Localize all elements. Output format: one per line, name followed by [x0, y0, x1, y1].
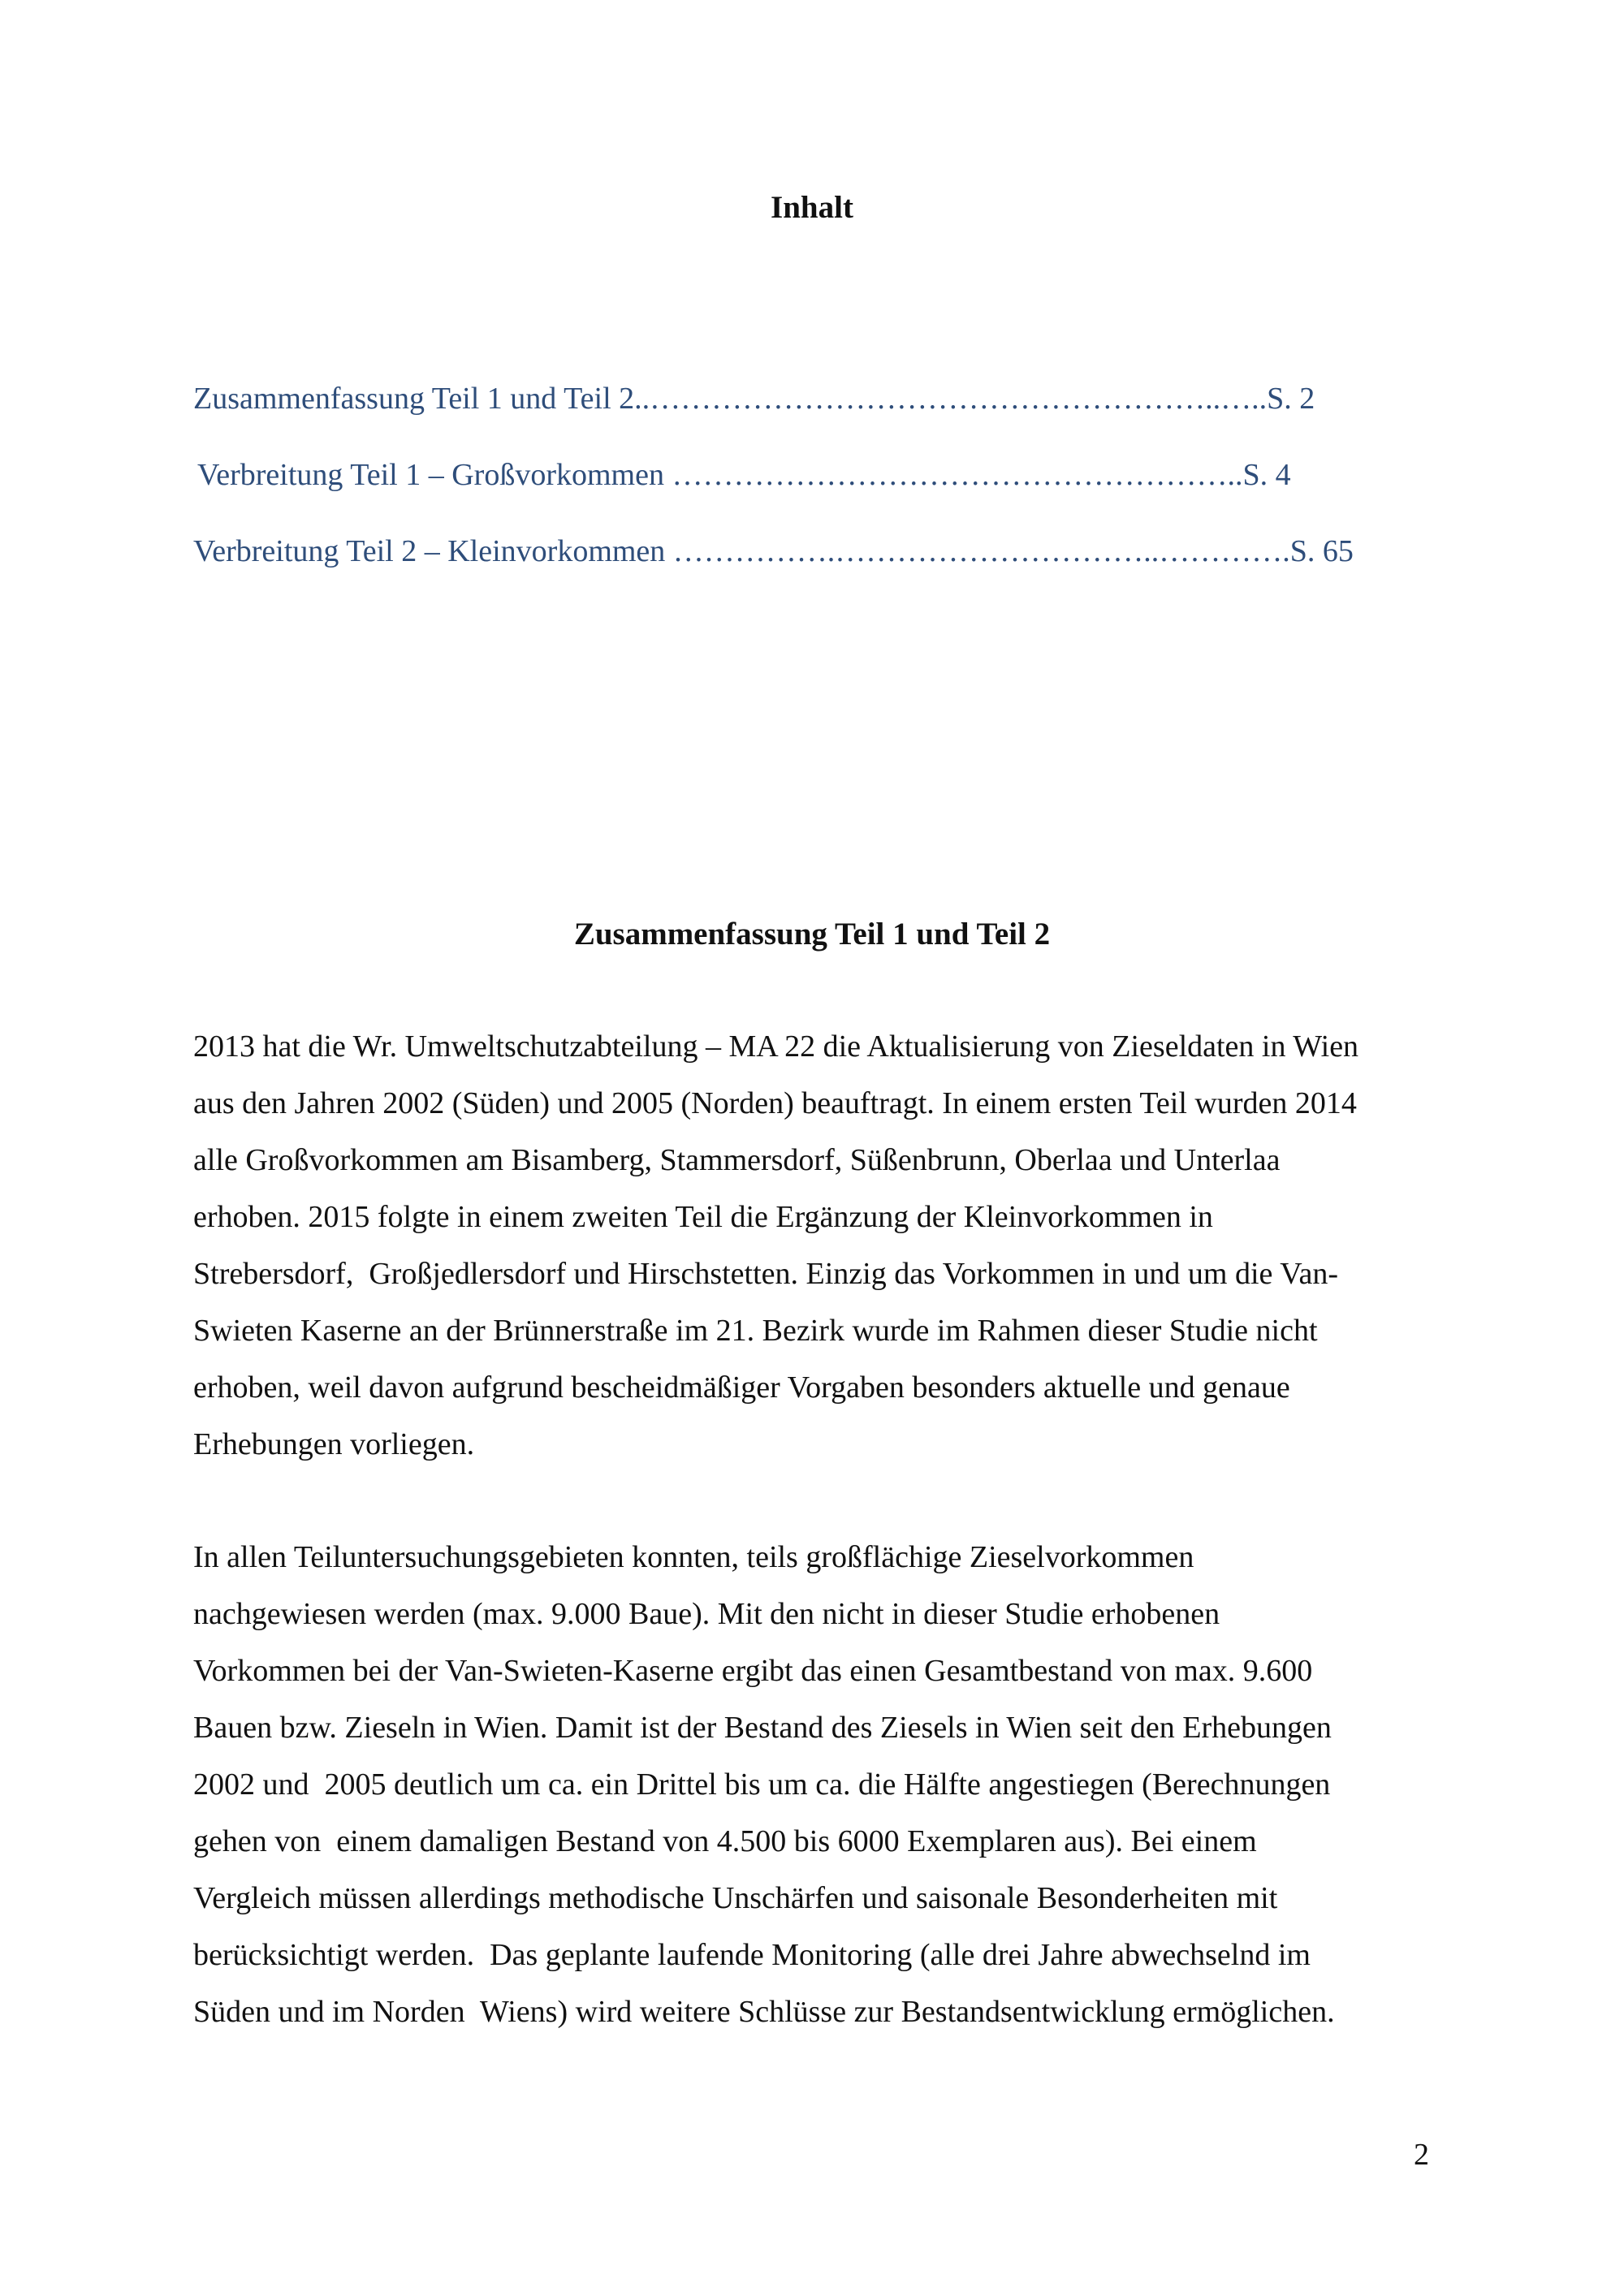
text-line: Süden und im Norden Wiens) wird weitere Schlüsse zur Bestandsentwicklung ermöglichen. [193, 1995, 1335, 2029]
text-line: Vergleich müssen allerdings methodische Unschärfen und saisonale Besonderheiten mit [193, 1881, 1278, 1915]
toc-entry-kleinvorkommen[interactable]: Verbreitung Teil 2 – Kleinvorkommen …………….…………………………..………….S. 65 [193, 534, 1354, 568]
toc-entry-zusammenfassung[interactable]: Zusammenfassung Teil 1 und Teil 2..………………………………………………..…..S. 2 [193, 382, 1315, 416]
text-line: Bauen bzw. Zieseln in Wien. Damit ist der Bestand des Ziesels in Wien seit den Erhebungen [193, 1711, 1332, 1745]
text-line: 2002 und 2005 deutlich um ca. ein Drittel bis um ca. die Hälfte angestiegen (Berechnungen [193, 1767, 1331, 1802]
text-line: berücksichtigt werden. Das geplante laufende Monitoring (alle drei Jahre abwechselnd im [193, 1938, 1311, 1972]
page-title: Inhalt [771, 190, 853, 225]
text-line: nachgewiesen werden (max. 9.000 Baue). Mit den nicht in dieser Studie erhobenen [193, 1597, 1220, 1631]
paragraph [193, 1018, 1444, 1473]
table-of-contents [193, 375, 1436, 604]
text-line: gehen von einem damaligen Bestand von 4.500 bis 6000 Exemplaren aus). Bei einem [193, 1824, 1257, 1858]
section-heading: Zusammenfassung Teil 1 und Teil 2 [573, 917, 1051, 952]
paragraph [193, 1529, 1444, 2040]
text-line: 2013 hat die Wr. Umweltschutzabteilung – MA 22 die Aktualisierung von Zieseldaten in Wien [193, 1029, 1359, 1064]
text-line: Vorkommen bei der Van-Swieten-Kaserne ergibt das einen Gesamtbestand von max. 9.600 [193, 1654, 1313, 1688]
text-line: Strebersdorf, Großjedlersdorf und Hirschstetten. Einzig das Vorkommen in und um die Van- [193, 1257, 1338, 1291]
text-line: erhoben, weil davon aufgrund bescheidmäßiger Vorgaben besonders aktuelle und genaue [193, 1370, 1290, 1405]
text-line: aus den Jahren 2002 (Süden) und 2005 (Norden) beauftragt. In einem ersten Teil wurden 2014 [193, 1086, 1357, 1120]
text-line: erhoben. 2015 folgte in einem zweiten Teil die Ergänzung der Kleinvorkommen in [193, 1200, 1213, 1234]
page-number: 2 [1414, 2138, 1429, 2172]
text-line: Swieten Kaserne an der Brünnerstraße im 21. Bezirk wurde im Rahmen dieser Studie nicht [193, 1314, 1318, 1348]
text-line: Erhebungen vorliegen. [193, 1427, 475, 1461]
toc-entry-grossvorkommen[interactable]: Verbreitung Teil 1 – Großvorkommen ………………………………………………..S. 4 [197, 458, 1291, 492]
text-line: alle Großvorkommen am Bisamberg, Stammersdorf, Süßenbrunn, Oberlaa und Unterlaa [193, 1143, 1281, 1177]
text-line: In allen Teiluntersuchungsgebieten konnten, teils großflächige Zieselvorkommen [193, 1540, 1194, 1574]
